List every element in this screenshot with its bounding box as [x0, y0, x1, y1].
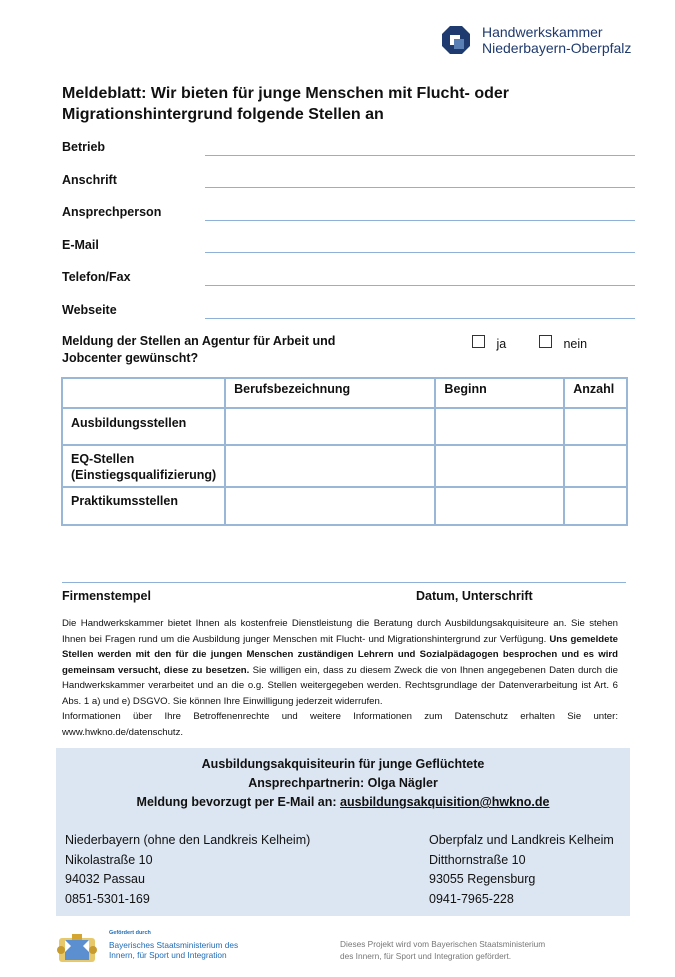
field-label-telefon: Telefon/Fax — [62, 270, 131, 284]
info-p3: Informationen über Ihre Betroffenenrechte und weitere Informationen zum Datenschutz erhalten Sie unter: www.hwkno.de/datenschutz. — [62, 711, 618, 738]
title-line1: Meldeblatt: Wir bieten für junge Menschen mit Flucht- oder — [62, 85, 509, 102]
address-left-street: Nikolastraße 10 — [65, 852, 153, 867]
checkbox-ja-label: ja — [496, 337, 507, 351]
hwk-logo-icon — [442, 26, 470, 54]
row-label-ausbildung — [62, 408, 225, 445]
contact-email-link[interactable]: ausbildungsakquisition@hwkno.de — [340, 795, 550, 809]
option-ja[interactable] — [472, 335, 506, 353]
table-header-empty — [62, 378, 225, 408]
row-label-ausbildung-text: Ausbildungsstellen — [71, 416, 187, 430]
stellen-table — [61, 377, 628, 526]
footer-note-line1: Dieses Projekt wird vom Bayerischen Staatsministerium — [340, 939, 546, 949]
checkbox-nein[interactable] — [539, 335, 552, 348]
cell-praktikum-beruf[interactable] — [225, 487, 435, 525]
title-line2: Migrationshintergrund folgende Stellen an — [62, 106, 384, 123]
checkbox-ja[interactable] — [472, 335, 485, 348]
cell-eq-beginn[interactable] — [435, 445, 564, 487]
table-row-praktikum — [62, 487, 627, 525]
bavarian-coat-of-arms-icon — [55, 932, 99, 966]
contact-email-prefix: Meldung bevorzugt per E-Mail an: — [136, 795, 341, 809]
field-label-ansprechperson: Ansprechperson — [62, 205, 162, 219]
address-left-city: 94032 Passau — [65, 872, 145, 886]
contact-heading — [56, 755, 630, 812]
sponsor-logo — [55, 930, 275, 966]
address-left-region: Niederbayern (ohne den Landkreis Kelheim) — [65, 833, 311, 847]
address-right-phone: 0941-7965-228 — [429, 891, 514, 906]
agentur-line1: Meldung der Stellen an Agentur für Arbeit und — [62, 334, 336, 348]
page-title — [62, 83, 582, 125]
table-header-anzahl: Anzahl — [564, 378, 627, 408]
agentur-line2: Jobcenter gewünscht? — [62, 351, 199, 365]
info-p2-rest: Sie willigen ein, dass zu diesem Zweck die von Ihnen angegebenen Daten durch die Handwerkskammer verarbeitet und an die o.g. Stellen weitergegeben werden. Rechtsgrundlage der Datenverarbeitung ist Art. 6 Abs. 1 a) und e) DSGVO. Sie können Ihre Einwilligung jederzeit widerrufen. — [62, 664, 618, 707]
row-label-praktikum — [62, 487, 225, 525]
footer-note — [340, 938, 600, 962]
contact-box — [56, 748, 630, 916]
option-nein[interactable] — [539, 335, 587, 353]
datum-unterschrift-label: Datum, Unterschrift — [416, 589, 533, 603]
field-label-betrieb: Betrieb — [62, 140, 106, 154]
org-name — [482, 24, 631, 56]
info-p2-bold: Uns gemeldete Stellen werden mit den für die jungen Menschen zuständigen Lehrern und Sozialpädagogen besprochen und es wird gemeinsam versucht, diese zu besetzen. — [62, 633, 619, 676]
cell-ausbildung-beginn[interactable] — [435, 408, 564, 445]
address-right-street: Ditthornstraße 10 — [429, 852, 526, 867]
field-line-anschrift[interactable] — [205, 187, 635, 188]
field-label-webseite: Webseite — [62, 303, 117, 317]
cell-eq-beruf[interactable] — [225, 445, 435, 487]
row-label-eq — [62, 445, 225, 487]
sponsor-line1: Bayerisches Staatsministerium des — [109, 940, 239, 950]
org-name-line2: Niederbayern-Oberpfalz — [482, 40, 632, 56]
row-label-praktikum-text: Praktikumsstellen — [71, 494, 178, 508]
cell-praktikum-beginn[interactable] — [435, 487, 564, 525]
hwk-logo — [442, 24, 642, 60]
table-row-eq — [62, 445, 627, 487]
contact-line1: Ausbildungsakquisiteurin für junge Geflüchtete — [201, 757, 485, 771]
info-p1: Die Handwerkskammer bietet Ihnen als kostenfreie Dienstleistung die Beratung durch Ausbildungsakquisiteure an. Sie stehen Ihnen bei Fragen rund um die Ausbildung junger Menschen mit Flucht- und Migrationshintergrund zur Verfügung. — [62, 618, 618, 645]
field-label-email: E-Mail — [62, 238, 99, 252]
address-niederbayern — [65, 831, 310, 909]
info-text — [62, 616, 618, 740]
table-header-berufsbezeichnung: Berufsbezeichnung — [225, 378, 435, 408]
cell-ausbildung-beruf[interactable] — [225, 408, 435, 445]
org-name-line1: Handwerkskammer — [482, 24, 603, 40]
sponsor-line2: Innern, für Sport und Integration — [109, 950, 227, 960]
signature-line[interactable] — [62, 582, 626, 583]
field-line-webseite[interactable] — [205, 318, 635, 319]
field-line-ansprechperson[interactable] — [205, 220, 635, 221]
address-right-city: 93055 Regensburg — [429, 872, 536, 886]
field-line-telefon[interactable] — [205, 285, 635, 286]
field-line-email[interactable] — [205, 252, 635, 253]
table-header-beginn: Beginn — [435, 378, 564, 408]
address-left-phone: 0851-5301-169 — [65, 891, 150, 906]
cell-praktikum-anzahl[interactable] — [564, 487, 627, 525]
row-label-eq-line2: (Einstiegsqualifizierung) — [71, 468, 217, 482]
address-right-region: Oberpfalz und Landkreis Kelheim — [429, 833, 614, 847]
sponsor-small-label: Gefördert durch — [109, 930, 151, 936]
address-oberpfalz — [429, 831, 614, 909]
row-label-eq-line1: EQ-Stellen — [71, 452, 135, 466]
table-header-row — [62, 378, 627, 408]
field-label-anschrift: Anschrift — [62, 173, 117, 187]
agentur-question — [62, 333, 362, 367]
checkbox-nein-label: nein — [563, 337, 588, 351]
firmenstempel-label: Firmenstempel — [62, 589, 151, 603]
contact-line2: Ansprechpartnerin: Olga Nägler — [248, 776, 438, 790]
cell-ausbildung-anzahl[interactable] — [564, 408, 627, 445]
cell-eq-anzahl[interactable] — [564, 445, 627, 487]
table-row-ausbildung — [62, 408, 627, 445]
footer-note-line2: des Innern, für Sport und Integration gefördert. — [340, 951, 512, 961]
field-line-betrieb[interactable] — [205, 155, 635, 156]
contact-line3 — [56, 793, 630, 812]
